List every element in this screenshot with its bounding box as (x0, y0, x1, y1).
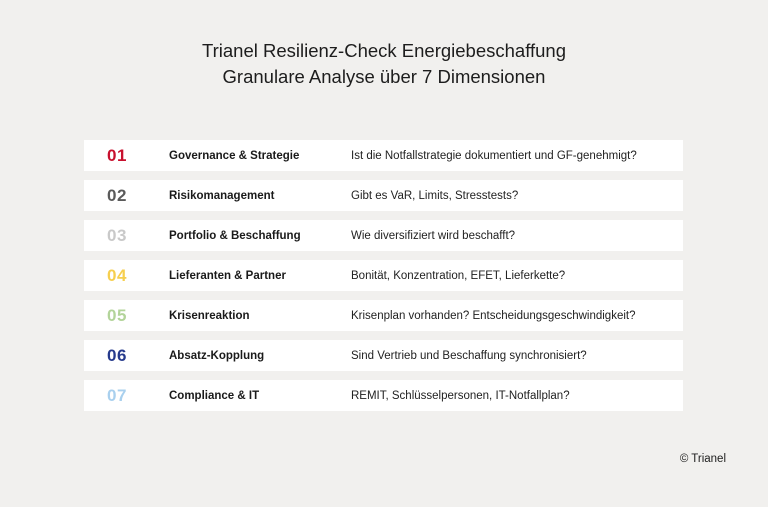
copyright-notice: © Trianel (679, 453, 726, 465)
title-line-2: Granulare Analyse über 7 Dimensionen (222, 66, 546, 87)
dimension-question: Krisenplan vorhanden? Entscheidungsgeschwindigkeit? (351, 309, 636, 322)
dimension-row (84, 220, 683, 251)
dimensions-list (84, 140, 683, 420)
dimension-row (84, 300, 683, 331)
dimension-name: Absatz-Kopplung (169, 349, 265, 362)
dimension-name: Portfolio & Beschaffung (169, 229, 301, 242)
dimension-question: Wie diversifiziert wird beschafft? (351, 229, 516, 242)
dimension-number: 06 (107, 345, 127, 365)
page-title (0, 38, 768, 90)
dimension-row (84, 140, 683, 171)
dimension-name: Governance & Strategie (169, 149, 300, 162)
dimension-number: 02 (107, 185, 127, 205)
dimension-question: Ist die Notfallstrategie dokumentiert und GF-genehmigt? (351, 149, 637, 162)
dimension-question: Sind Vertrieb und Beschaffung synchronisiert? (351, 349, 587, 362)
dimension-number: 01 (107, 145, 127, 165)
dimension-question: Gibt es VaR, Limits, Stresstests? (351, 189, 519, 202)
dimension-row (84, 340, 683, 371)
title-line-1: Trianel Resilienz-Check Energiebeschaffung (201, 40, 567, 61)
dimension-question: REMIT, Schlüsselpersonen, IT-Notfallplan? (351, 389, 570, 402)
dimension-name: Risikomanagement (169, 189, 275, 202)
dimension-row (84, 260, 683, 291)
dimension-name: Lieferanten & Partner (169, 269, 286, 282)
dimension-number: 04 (107, 265, 127, 285)
dimension-row (84, 380, 683, 411)
dimension-number: 07 (107, 385, 127, 405)
dimension-name: Krisenreaktion (169, 309, 250, 322)
dimension-row (84, 180, 683, 211)
dimension-question: Bonität, Konzentration, EFET, Lieferkette? (351, 269, 566, 282)
dimension-name: Compliance & IT (169, 389, 260, 402)
dimension-number: 03 (107, 225, 127, 245)
dimension-number: 05 (107, 305, 127, 325)
